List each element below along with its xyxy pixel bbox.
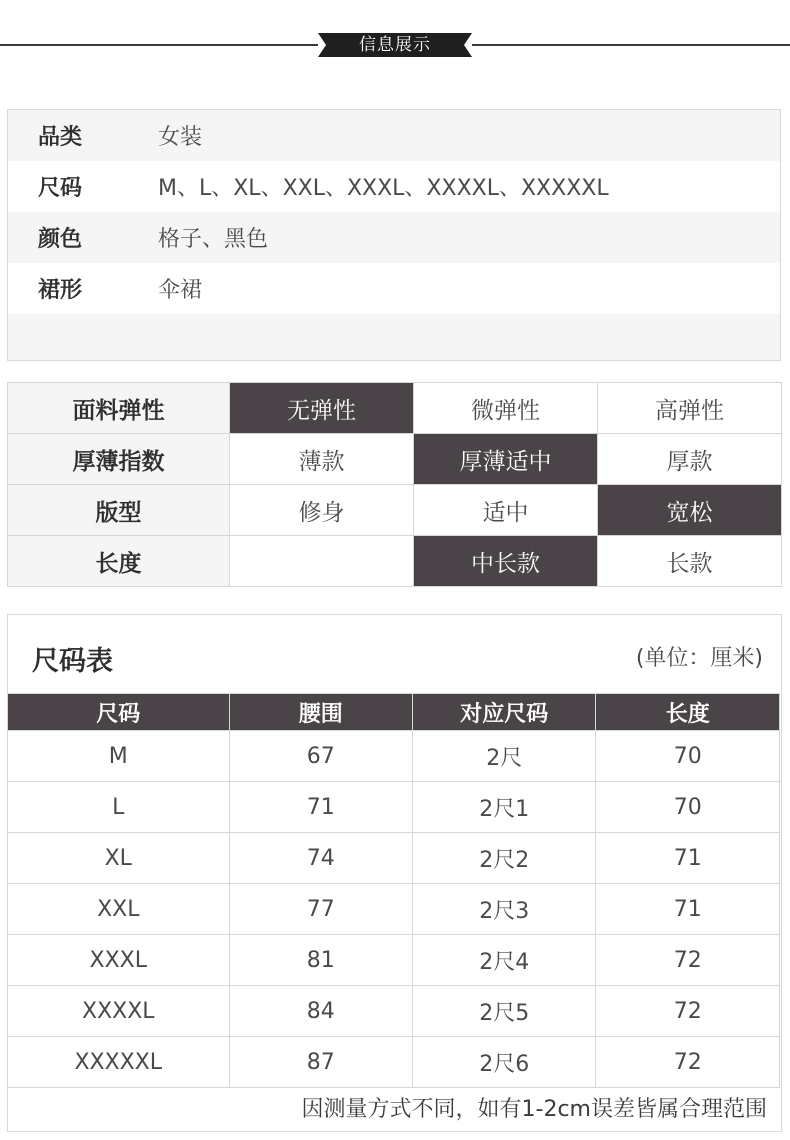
size-cell: XXXXXL xyxy=(8,1037,230,1088)
size-cell: 70 xyxy=(596,782,780,833)
size-cell: 74 xyxy=(229,833,412,884)
info-label: 裙形 xyxy=(38,278,83,303)
property-option: 薄款 xyxy=(230,434,414,485)
property-row xyxy=(8,383,782,434)
info-row-category xyxy=(8,110,780,161)
size-cell: 2尺3 xyxy=(413,884,596,935)
size-row xyxy=(8,1037,780,1088)
property-label: 面料弹性 xyxy=(8,383,230,434)
info-label: 颜色 xyxy=(38,227,83,252)
info-value: 格子、黑色 xyxy=(158,227,269,252)
size-cell: 2尺4 xyxy=(413,935,596,986)
size-cell: 2尺5 xyxy=(413,986,596,1037)
property-option: 无弹性 xyxy=(230,383,414,434)
size-cell: 71 xyxy=(596,833,780,884)
property-grid xyxy=(7,382,782,587)
size-cell: L xyxy=(8,782,230,833)
header-cell-waist: 腰围 xyxy=(229,694,412,731)
size-chart xyxy=(7,614,782,1132)
size-row xyxy=(8,782,780,833)
size-cell: XL xyxy=(8,833,230,884)
size-chart-unit: (单位：厘米) xyxy=(635,646,763,671)
size-cell: 77 xyxy=(229,884,412,935)
info-label: 品类 xyxy=(38,125,83,150)
size-row xyxy=(8,884,780,935)
property-option: 长款 xyxy=(598,536,782,587)
property-option: 厚薄适中 xyxy=(414,434,598,485)
measurement-note: 因测量方式不同，如有1-2cm误差皆属合理范围 xyxy=(301,1097,767,1122)
property-option: 中长款 xyxy=(414,536,598,587)
property-label: 厚薄指数 xyxy=(8,434,230,485)
size-cell: XXXL xyxy=(8,935,230,986)
size-cell: 72 xyxy=(596,935,780,986)
info-value: 伞裙 xyxy=(158,278,203,303)
size-cell: 72 xyxy=(596,986,780,1037)
size-cell: 87 xyxy=(229,1037,412,1088)
size-cell: 70 xyxy=(596,731,780,782)
property-row xyxy=(8,434,782,485)
size-cell: 2尺2 xyxy=(413,833,596,884)
property-option: 厚款 xyxy=(598,434,782,485)
size-cell: XXL xyxy=(8,884,230,935)
size-cell: 84 xyxy=(229,986,412,1037)
info-value: 女装 xyxy=(158,125,203,150)
size-table xyxy=(7,693,780,1088)
property-row xyxy=(8,536,782,587)
size-row xyxy=(8,731,780,782)
property-row xyxy=(8,485,782,536)
size-cell: 71 xyxy=(596,884,780,935)
size-row xyxy=(8,833,780,884)
size-cell: 72 xyxy=(596,1037,780,1088)
property-option: 高弹性 xyxy=(598,383,782,434)
info-row-size xyxy=(8,161,780,212)
property-option: 修身 xyxy=(230,485,414,536)
size-table-header-row xyxy=(8,694,780,731)
size-cell: XXXXL xyxy=(8,986,230,1037)
section-title: 信息展示 xyxy=(359,35,431,55)
header-divider-left xyxy=(0,44,318,46)
product-info-table xyxy=(7,109,781,361)
info-value: M、L、XL、XXL、XXXL、XXXXL、XXXXXL xyxy=(158,176,609,201)
header-cell-chinese-size: 对应尺码 xyxy=(413,694,596,731)
size-cell: 2尺6 xyxy=(413,1037,596,1088)
size-chart-title: 尺码表 xyxy=(32,646,113,677)
header-cell-size: 尺码 xyxy=(8,694,230,731)
property-option: 宽松 xyxy=(598,485,782,536)
size-cell: 71 xyxy=(229,782,412,833)
info-row-skirt-shape xyxy=(8,263,780,314)
property-option: 适中 xyxy=(414,485,598,536)
header-badge xyxy=(318,33,472,57)
size-cell: 2尺1 xyxy=(413,782,596,833)
property-option xyxy=(230,536,414,587)
size-cell: M xyxy=(8,731,230,782)
property-label: 长度 xyxy=(8,536,230,587)
size-cell: 67 xyxy=(229,731,412,782)
header-divider-right xyxy=(472,44,790,46)
property-label: 版型 xyxy=(8,485,230,536)
size-row xyxy=(8,935,780,986)
property-option: 微弹性 xyxy=(414,383,598,434)
size-row xyxy=(8,986,780,1037)
info-label: 尺码 xyxy=(38,176,83,201)
header-cell-length: 长度 xyxy=(596,694,780,731)
size-cell: 2尺 xyxy=(413,731,596,782)
info-row-color xyxy=(8,212,780,263)
size-cell: 81 xyxy=(229,935,412,986)
